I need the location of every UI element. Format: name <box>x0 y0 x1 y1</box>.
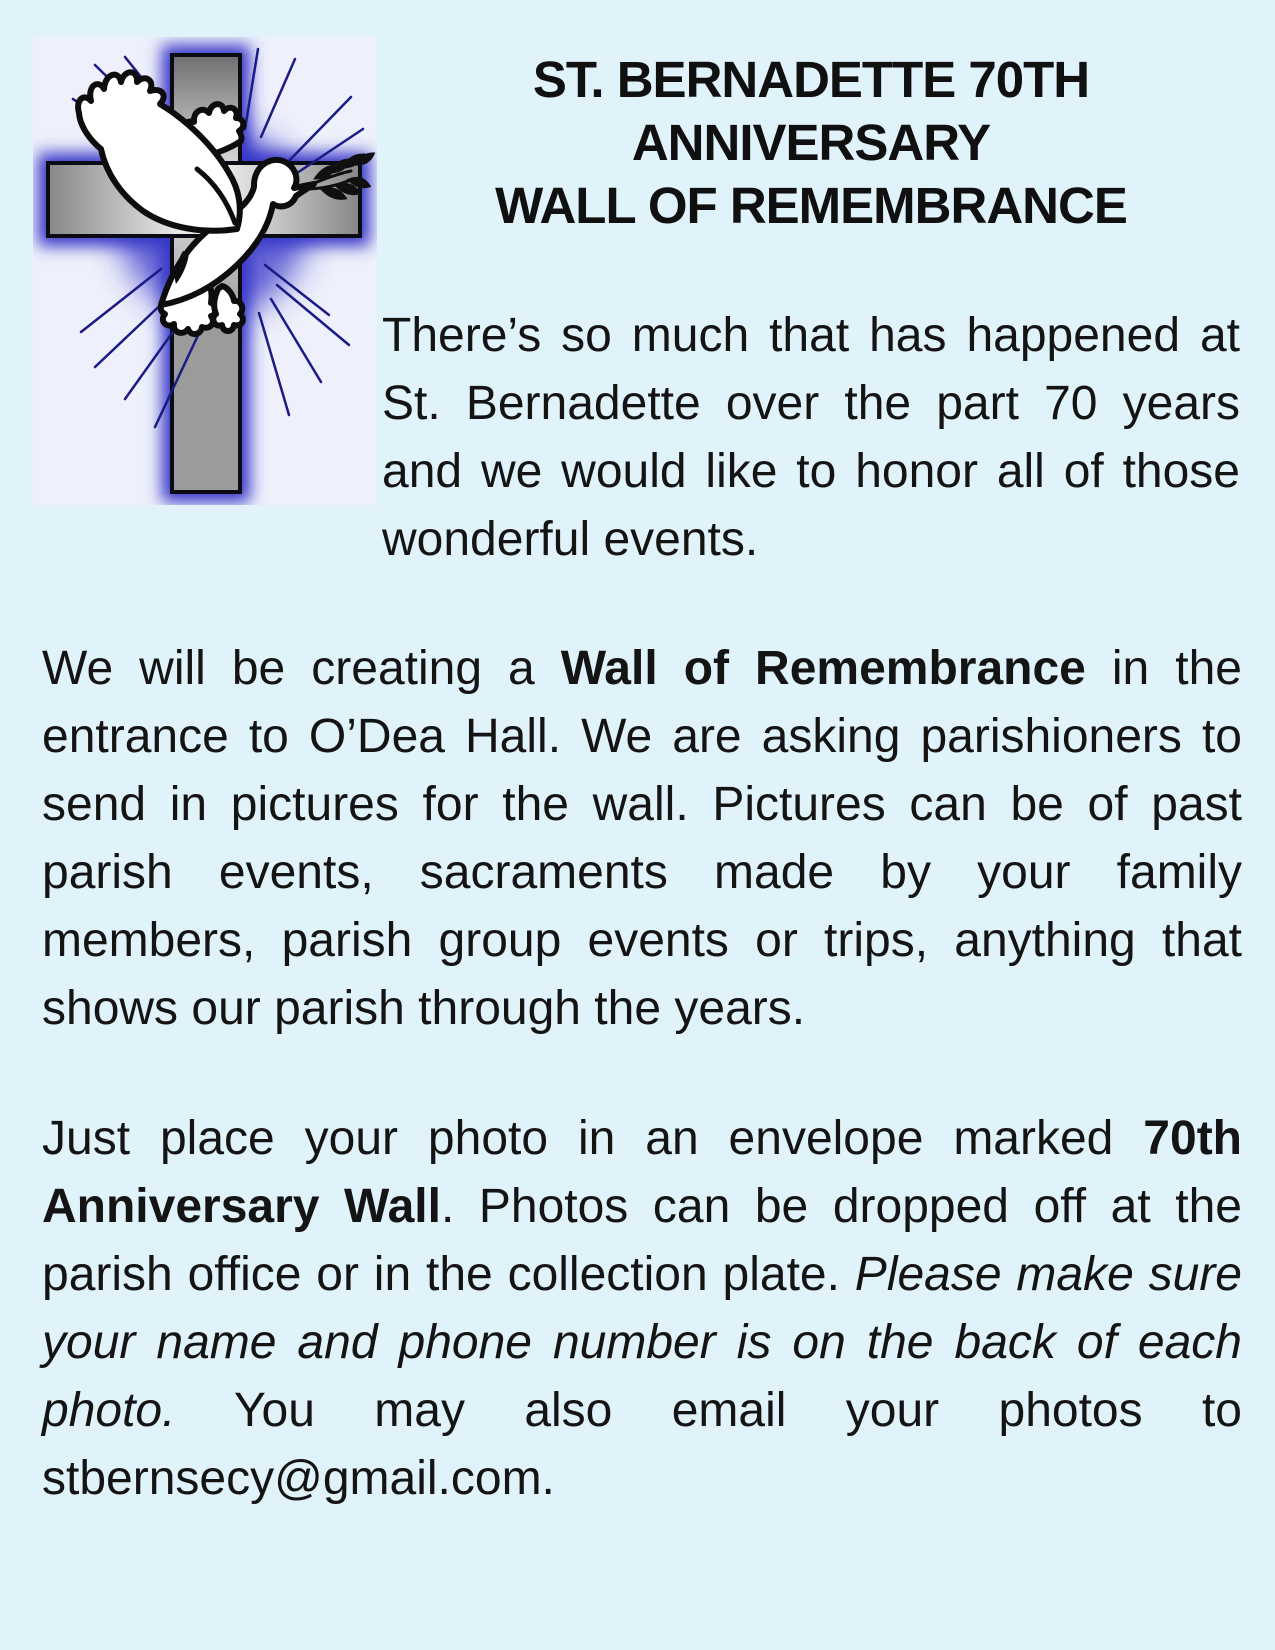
page-title-line2: WALL OF REMEMBRANCE <box>495 177 1127 234</box>
header-column <box>382 0 1240 574</box>
paragraph-photo-instructions: Just place your photo in an envelope marked 70th Anniversary Wall. Photos can be dropped off at the parish office or in the collection plate. Please make sure your name and phone number is on the back of each photo. You may also email your photos to stbernsecy@gmail.com. <box>42 1112 1242 1505</box>
cross-and-dove-image <box>33 37 377 505</box>
cross-and-dove-svg <box>33 37 377 505</box>
page-title-line1: ST. BERNADETTE 70TH ANNIVERSARY <box>532 51 1090 171</box>
body-text <box>42 635 1242 1513</box>
page-title <box>382 48 1240 237</box>
intro-paragraph: There’s so much that has happened at St. Bernadette over the part 70 years and we would like to honor all of those wonderful events. <box>382 309 1240 566</box>
paragraph-wall-of-remembrance: We will be creating a Wall of Remembrance in the entrance to O’Dea Hall. We are asking parishioners to send in pictures for the wall. Pictures can be of past parish events, sacraments made by your family members, parish group events or trips, anything that shows our parish through the years. <box>42 642 1242 1035</box>
